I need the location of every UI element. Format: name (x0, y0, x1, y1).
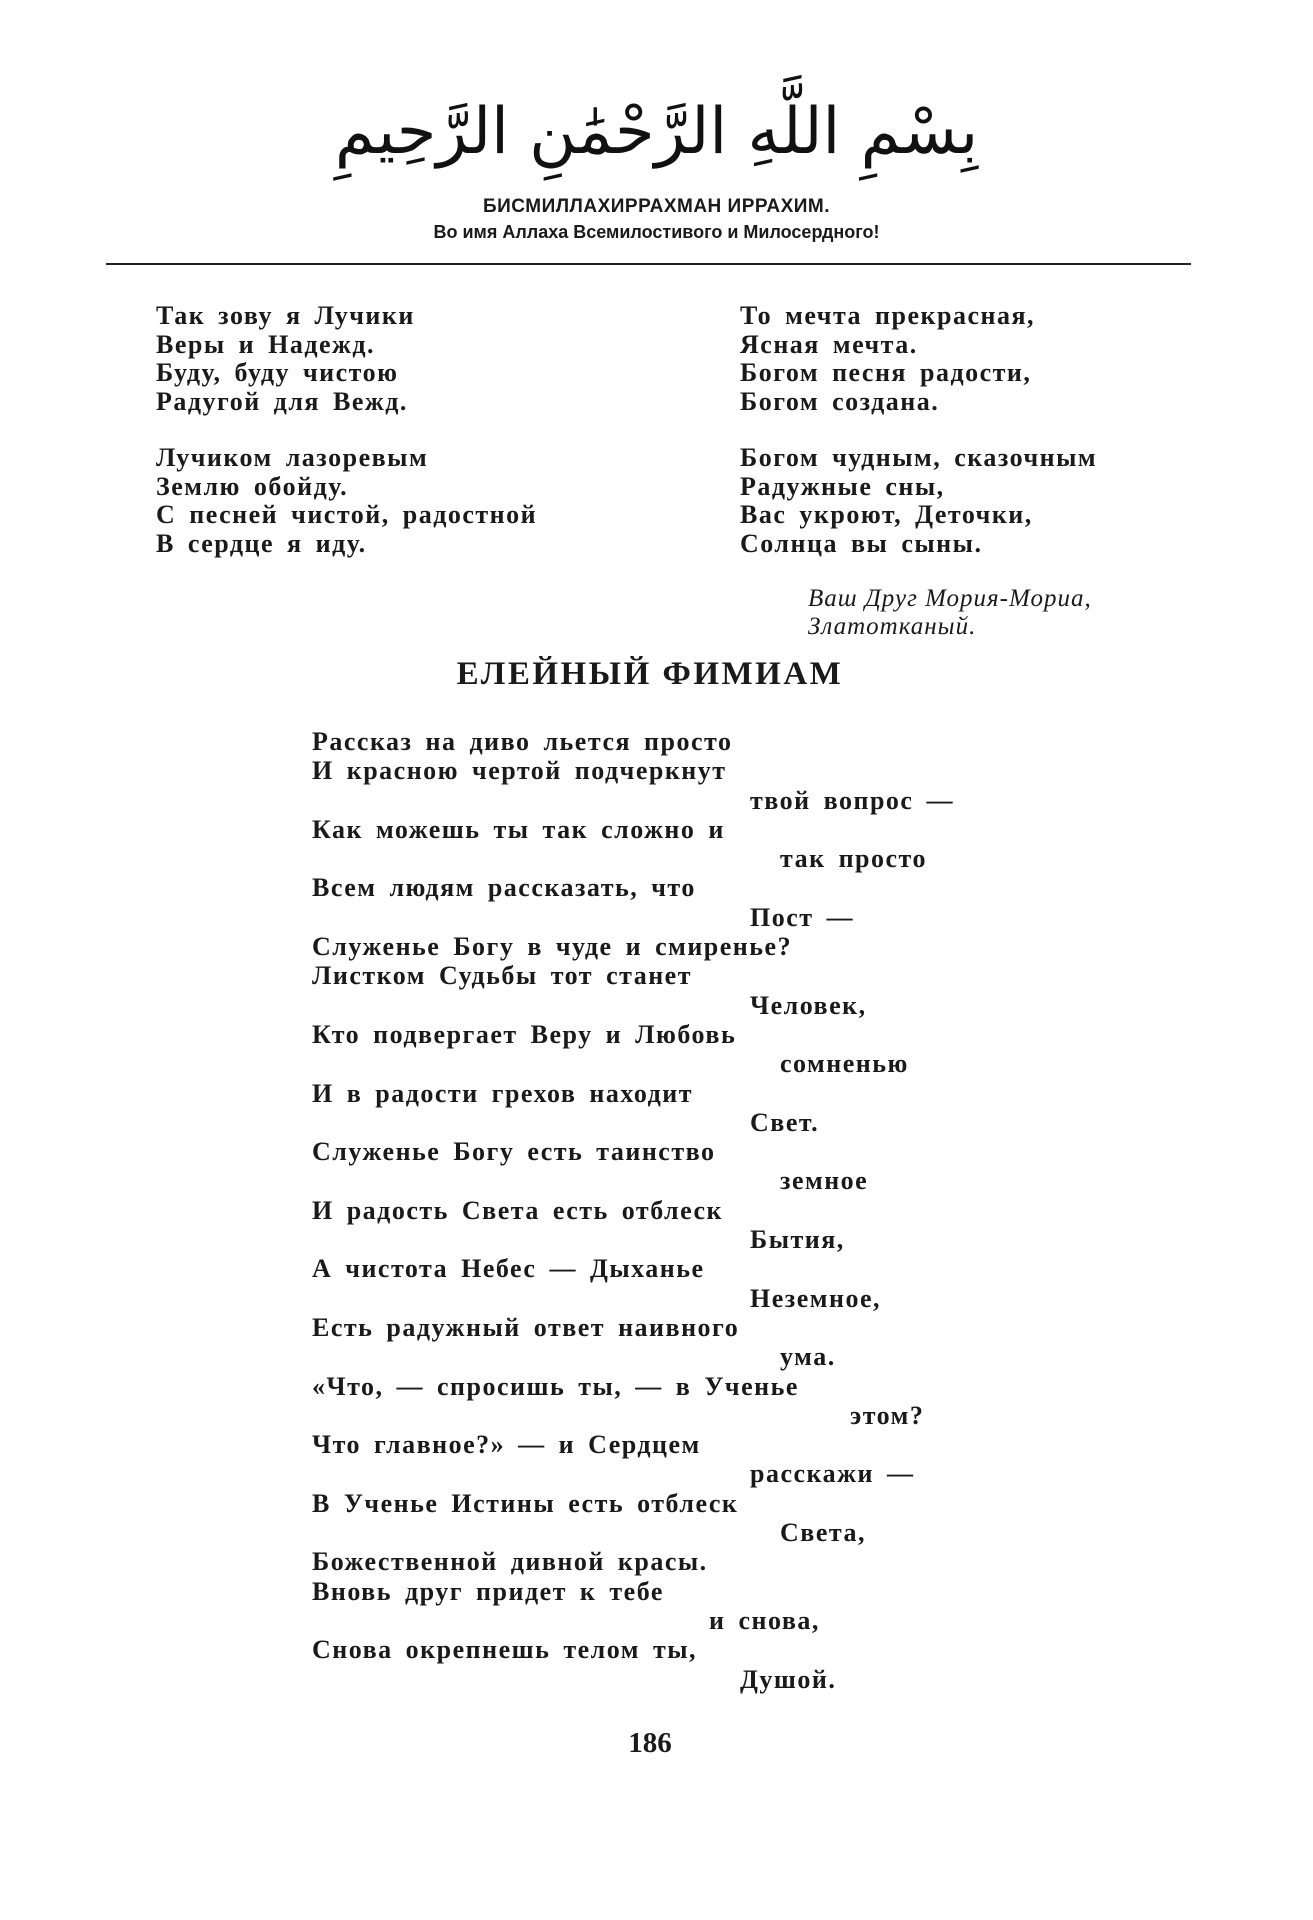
left-poem-column (156, 302, 537, 586)
poem-line: Как можешь ты так сложно и (312, 814, 725, 844)
stanza (156, 444, 537, 558)
poem-line: В Ученье Истины есть отблеск (312, 1488, 739, 1518)
poem-line: Листком Судьбы тот станет (312, 961, 692, 991)
poem-line: Кто подвергает Веру и Любовь (312, 1019, 737, 1049)
poem-line: Рассказ на диво льется просто (312, 727, 733, 756)
poem-line: А чистота Небес — Дыханье (312, 1254, 705, 1284)
poem-line: Что главное?» — и Сердцем (312, 1430, 701, 1460)
poem-line: И в радости грехов находит (312, 1078, 694, 1108)
verse-line: Буду, буду чистою (156, 358, 399, 387)
header-divider (106, 263, 1191, 265)
poem-line: И радость Света есть отблеск (312, 1195, 724, 1225)
verse-line: Радужные сны, (740, 471, 945, 501)
poem-line: Света, (780, 1518, 866, 1548)
stanza (740, 302, 1097, 416)
poem-line: твой вопрос — (750, 785, 954, 815)
poem-body (312, 727, 954, 1694)
poem-line: «Что, — спросишь ты, — в Ученье (312, 1371, 799, 1401)
header-title: БИСМИЛЛАХИРРАХМАН ИРРАХИМ. (482, 196, 831, 217)
signature-line: Ваш Друг Мория-Мориа, (808, 585, 1092, 612)
poem-line: и снова, (709, 1605, 820, 1635)
poem-line: Служенье Богу в чуде и смиренье? (312, 932, 793, 962)
poem-line: И красною чертой подчеркнут (312, 756, 727, 786)
verse-line: Богом чудным, сказочным (740, 443, 1098, 472)
poem-line: так просто (780, 844, 927, 874)
verse-line: Лучиком лазоревым (156, 443, 429, 472)
poem-line: Человек, (750, 990, 867, 1020)
poem-title: ЕЛЕЙНЫЙ ФИМИАМ (456, 656, 844, 692)
poem-line: Бытия, (750, 1225, 845, 1255)
poem-line: расскажи — (750, 1459, 915, 1489)
verse-line: Богом песня радости, (740, 358, 1032, 387)
poem-line: Есть радужный ответ наивного (312, 1312, 740, 1342)
verse-line: Так зову я Лучики (156, 301, 415, 330)
verse-line: Вас укроют, Деточки, (740, 500, 1033, 529)
poem-line: Душой. (740, 1664, 837, 1694)
poem-line: Божественной дивной красы. (312, 1547, 708, 1577)
verse-line: То мечта прекрасная, (740, 301, 1036, 330)
poem-line: Свет. (750, 1107, 820, 1137)
poem-line: этом? (850, 1400, 925, 1430)
verse-line: В сердце я иду. (156, 528, 367, 558)
signature-line: Златотканый. (808, 613, 977, 640)
verse-line: Солнца вы сыны. (740, 528, 983, 558)
poem-line: Снова окрепнешь телом ты, (312, 1635, 698, 1665)
verse-line: Радугой для Вежд. (156, 386, 408, 416)
poem-line: Пост — (750, 902, 855, 932)
poem-line: земное (780, 1166, 869, 1196)
author-signature (808, 585, 1092, 641)
poem-line: сомненью (780, 1049, 909, 1079)
header-subtitle: Во имя Аллаха Всемилостивого и Милосердного! (433, 222, 880, 242)
poem-line: Вновь друг придет к тебе (312, 1576, 664, 1606)
page-number: 186 (628, 1727, 672, 1759)
stanza (156, 302, 537, 416)
verse-line: Ясная мечта. (740, 329, 918, 359)
verse-line: Богом создана. (740, 386, 940, 416)
poem-line: Неземное, (750, 1283, 881, 1313)
verse-line: Веры и Надежд. (156, 329, 376, 359)
poem-line: ума. (780, 1342, 836, 1372)
stanza (740, 444, 1097, 558)
poem-line: Служенье Богу есть таинство (312, 1137, 716, 1167)
verse-line: Землю обойду. (156, 471, 349, 501)
verse-line: С песней чистой, радостной (156, 500, 538, 529)
poem-line: Всем людям рассказать, что (312, 873, 696, 903)
bismillah-calligraphy: بِسْمِ اللَّهِ الرَّحْمَٰنِ الرَّحِيمِ (334, 95, 979, 169)
right-poem-column (740, 302, 1097, 586)
